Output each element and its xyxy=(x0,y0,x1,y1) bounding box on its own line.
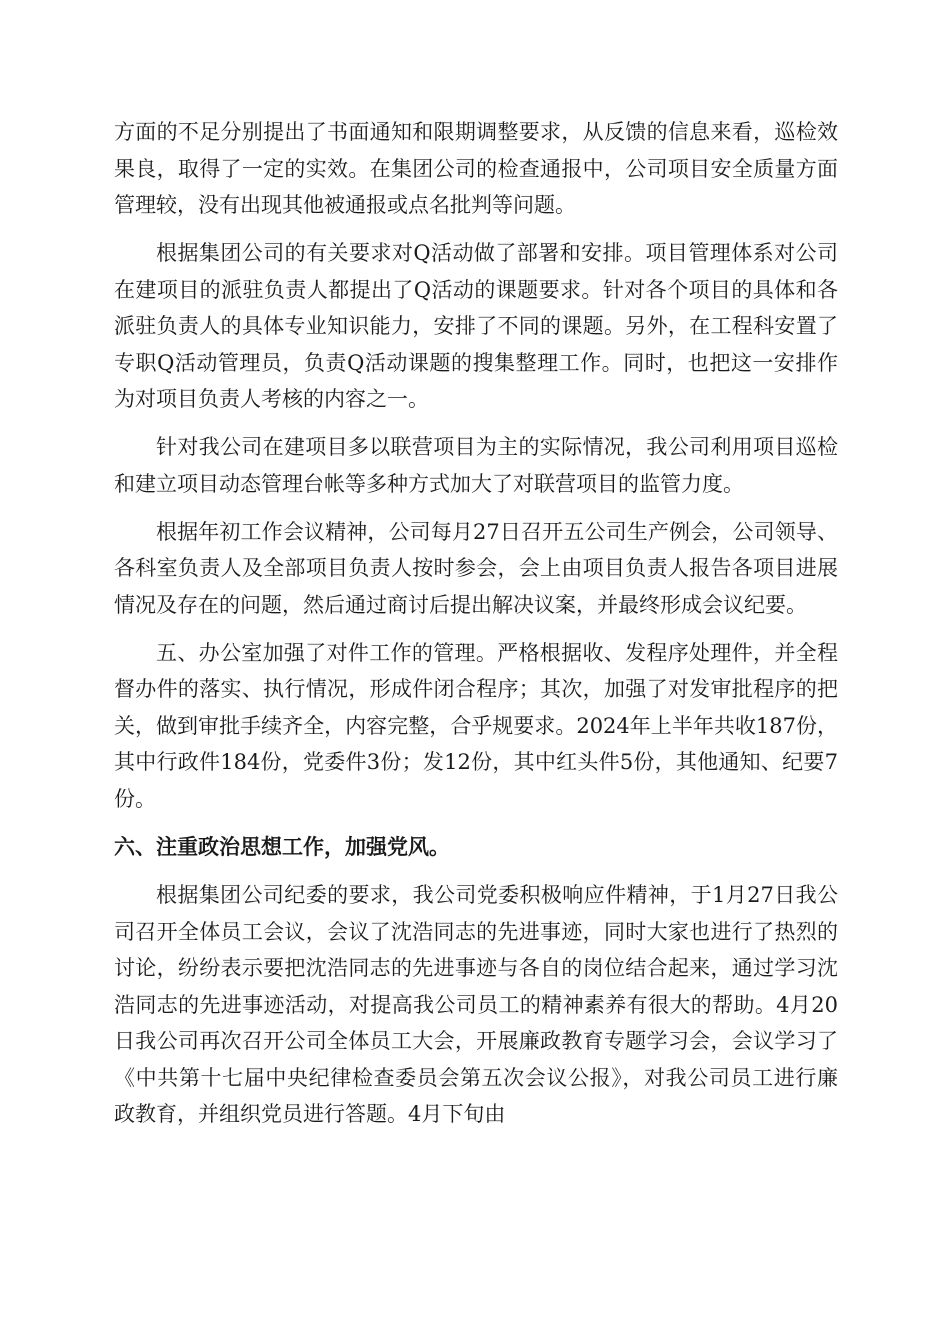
paragraph-joint-projects: 针对我公司在建项目多以联营项目为主的实际情况，我公司利用项目巡检和建立项目动态管理台帐等多种方式加大了对联营项目的监管力度。 xyxy=(114,435,838,496)
paragraph-party-education: 根据集团公司纪委的要求，我公司党委积极响应件精神，于1月27日我公司召开全体员工会议，会议了沈浩同志的先进事迹，同时大家也进行了热烈的讨论，纷纷表示要把沈浩同志的先进事迹与各自的岗位结合起来，通过学习沈浩同志的先进事迹活动，对提高我公司员工的精神素养有很大的帮助。4月20日我公司再次召开公司全体员工大会，开展廉政教育专题学习会，会议学习了《中共第十七届中央纪律检查委员会第五次会议公报》，对我公司员工进行廉政教育，并组织党员进行答题。4月下旬由 xyxy=(114,883,838,1126)
section-heading-six: 六、注重政治思想工作，加强党风。 xyxy=(114,834,450,859)
document-body xyxy=(114,114,838,1144)
paragraph-document-management: 五、办公室加强了对件工作的管理。严格根据收、发程序处理件，并全程督办件的落实、执行情况，形成件闭合程序；其次，加强了对发审批程序的把关，做到审批手续齐全，内容完整，合乎规要求。2024年上半年共收187份，其中行政件184份，党委件3份；发12份，其中红头件5份，其他通知、纪要7份。 xyxy=(114,640,838,811)
paragraph-production-meeting: 根据年初工作会议精神，公司每月27日召开五公司生产例会，公司领导、各科室负责人及全部项目负责人按时参会，会上由项目负责人报告各项目进展情况及存在的问题，然后通过商讨后提出解决议案，并最终形成会议纪要。 xyxy=(114,519,838,617)
paragraph-inspection-results: 方面的不足分别提出了书面通知和限期调整要求，从反馈的信息来看，巡检效果良，取得了一定的实效。在集团公司的检查通报中，公司项目安全质量方面管理较，没有出现其他被通报或点名批判等问题。 xyxy=(114,120,838,217)
paragraph-q-activity: 根据集团公司的有关要求对Q活动做了部署和安排。项目管理体系对公司在建项目的派驻负责人都提出了Q活动的课题要求。针对各个项目的具体和各派驻负责人的具体专业知识能力，安排了不同的课题。另外，在工程科安置了专职Q活动管理员，负责Q活动课题的搜集整理工作。同时，也把这一安排作为对项目负责人考核的内容之一。 xyxy=(114,241,838,411)
